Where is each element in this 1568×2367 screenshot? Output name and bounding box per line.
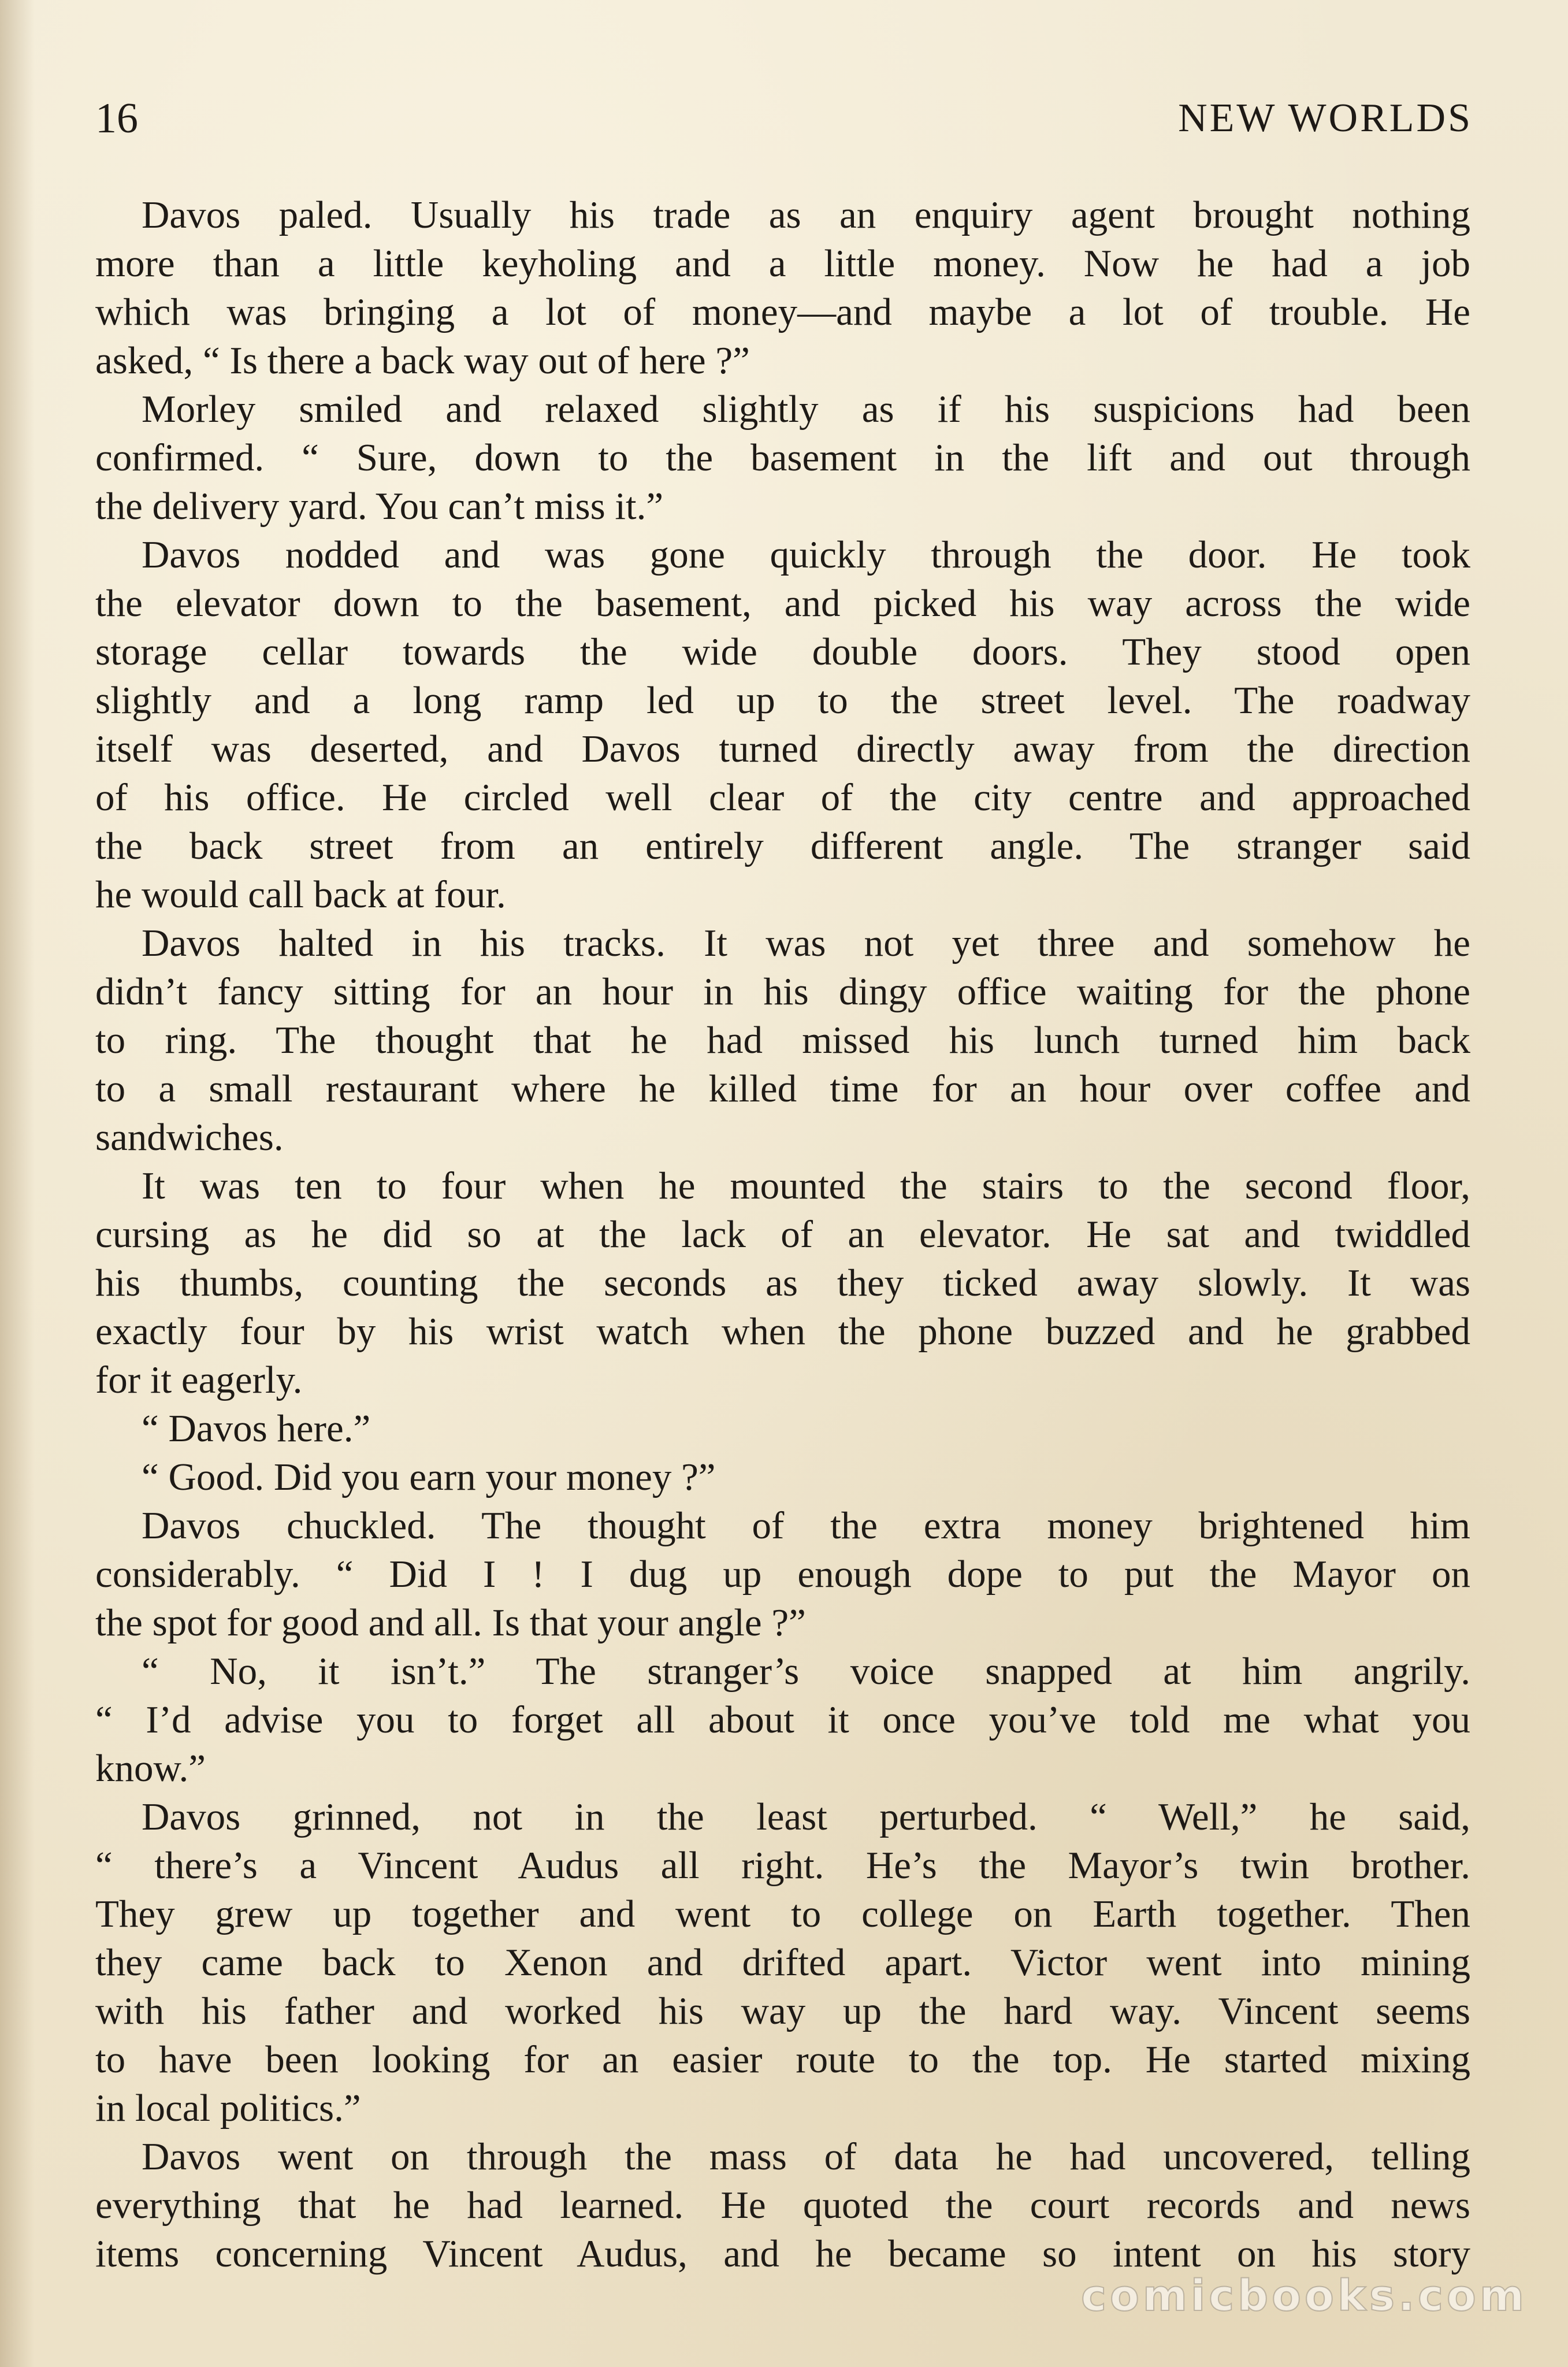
- text-line: in local politics.”: [95, 2087, 361, 2129]
- text-line: Morley smiled and relaxed slightly as if his suspicions had been: [142, 388, 1470, 431]
- text-line: the spot for good and all. Is that your angle ?”: [95, 1601, 806, 1644]
- text-line: to a small restaurant where he killed time for an hour over coffee and: [95, 1067, 1470, 1110]
- text-line: which was bringing a lot of money—and maybe a lot of trouble. He: [95, 291, 1470, 333]
- text-line: confirmed. “ Sure, down to the basement in the lift and out through: [95, 436, 1470, 479]
- text-line: he would call back at four.: [95, 873, 506, 916]
- text-line: Davos nodded and was gone quickly through the door. He took: [142, 533, 1470, 576]
- text-line: asked, “ Is there a back way out of here ?”: [95, 339, 750, 382]
- text-line: to have been looking for an easier route to the top. He started mixing: [95, 2038, 1470, 2081]
- text-line: Davos halted in his tracks. It was not yet three and somehow he: [142, 922, 1470, 964]
- text-line: they came back to Xenon and drifted apart. Victor went into mining: [95, 1941, 1470, 1984]
- text-line: sandwiches.: [95, 1116, 284, 1159]
- text-line: “ No, it isn’t.” The stranger’s voice snapped at him angrily.: [142, 1650, 1470, 1693]
- text-line: itself was deserted, and Davos turned directly away from the direction: [95, 728, 1470, 770]
- text-line: Davos went on through the mass of data he had uncovered, telling: [142, 2135, 1470, 2178]
- running-head: NEW WORLDS: [1178, 96, 1473, 140]
- text-line: items concerning Vincent Audus, and he became so intent on his story: [95, 2232, 1470, 2275]
- gutter-shadow: [0, 0, 35, 2367]
- text-line: slightly and a long ramp led up to the street level. The roadway: [95, 679, 1470, 722]
- text-line: for it eagerly.: [95, 1359, 303, 1401]
- text-line: didn’t fancy sitting for an hour in his dingy office waiting for the phone: [95, 970, 1470, 1013]
- text-line: the elevator down to the basement, and picked his way across the wide: [95, 582, 1470, 625]
- text-line: Davos chuckled. The thought of the extra money brightened him: [142, 1504, 1470, 1547]
- page-header: [95, 87, 1473, 150]
- text-line: everything that he had learned. He quoted the court records and news: [95, 2184, 1470, 2227]
- text-line: more than a little keyholing and a little money. Now he had a job: [95, 242, 1470, 285]
- text-line: with his father and worked his way up the hard way. Vincent seems: [95, 1990, 1470, 2032]
- text-line: considerably. “ Did I ! I dug up enough dope to put the Mayor on: [95, 1553, 1470, 1596]
- text-line: “ Davos here.”: [142, 1407, 371, 1450]
- text-line: “ I’d advise you to forget all about it once you’ve told me what you: [95, 1698, 1470, 1741]
- page-number: 16: [95, 95, 138, 142]
- text-line: It was ten to four when he mounted the stairs to the second floor,: [142, 1164, 1470, 1207]
- text-line: Davos paled. Usually his trade as an enquiry agent brought nothing: [142, 194, 1470, 236]
- text-line: to ring. The thought that he had missed his lunch turned him back: [95, 1019, 1470, 1062]
- text-line: of his office. He circled well clear of the city centre and approached: [95, 776, 1470, 819]
- text-line: storage cellar towards the wide double doors. They stood open: [95, 630, 1470, 673]
- text-line: the delivery yard. You can’t miss it.”: [95, 485, 664, 528]
- text-line: exactly four by his wrist watch when the phone buzzed and he grabbed: [95, 1310, 1470, 1353]
- watermark: comicbooks.com: [1081, 2271, 1528, 2321]
- text-line: cursing as he did so at the lack of an elevator. He sat and twiddled: [95, 1213, 1470, 1256]
- text-line: the back street from an entirely different angle. The stranger said: [95, 825, 1470, 867]
- body-text: [95, 191, 1470, 2278]
- text-line: Davos grinned, not in the least perturbed. “ Well,” he said,: [142, 1795, 1470, 1838]
- text-line: his thumbs, counting the seconds as they ticked away slowly. It was: [95, 1262, 1470, 1304]
- text-line: “ there’s a Vincent Audus all right. He’s the Mayor’s twin brother.: [95, 1844, 1470, 1887]
- text-line: “ Good. Did you earn your money ?”: [142, 1456, 716, 1498]
- text-line: They grew up together and went to college on Earth together. Then: [95, 1893, 1470, 1935]
- text-line: know.”: [95, 1747, 206, 1790]
